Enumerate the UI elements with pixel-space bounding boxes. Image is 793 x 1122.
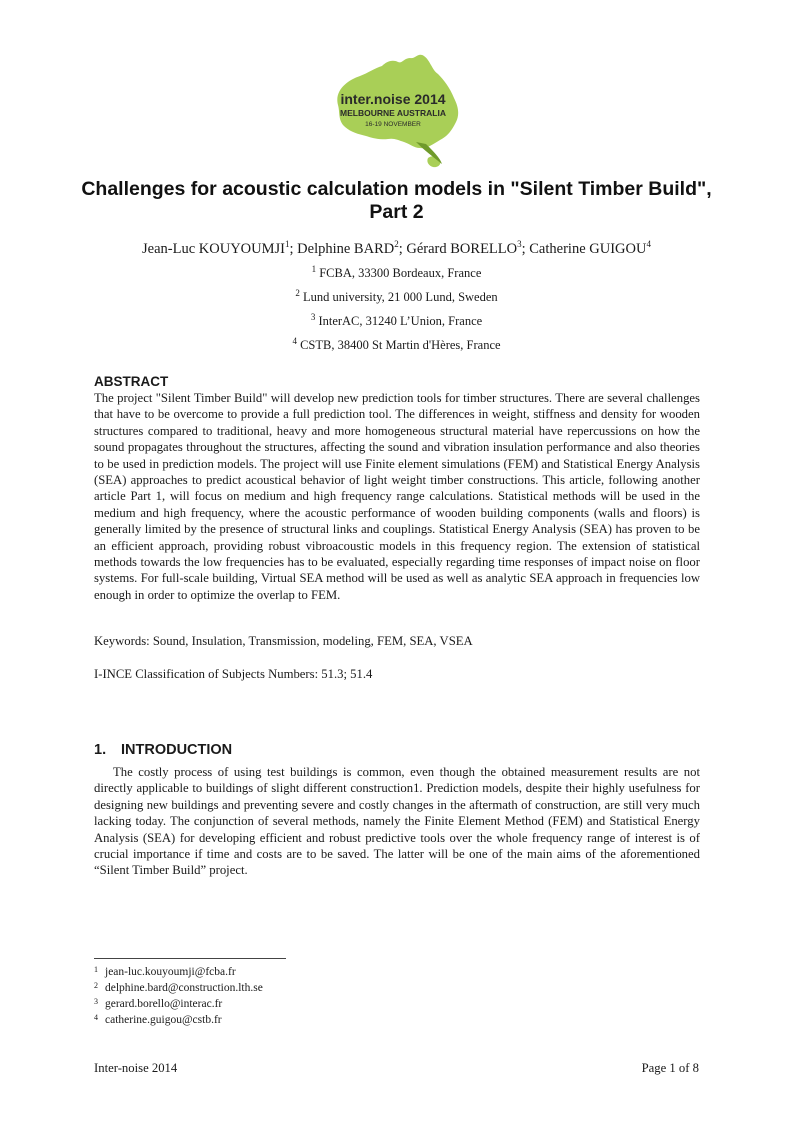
conference-logo [320, 50, 470, 178]
affiliation-mark: 1 [311, 263, 317, 274]
author-name: Catherine GUIGOU [529, 241, 647, 257]
author-separator: ; [289, 241, 298, 257]
footnote-email[interactable]: jean-luc.kouyoumji@fcba.fr [105, 966, 236, 978]
author-mark: 3 [517, 239, 522, 250]
affiliation-mark: 3 [310, 311, 316, 322]
footnote-email[interactable]: catherine.guigou@cstb.fr [105, 1014, 222, 1026]
classification-numbers: I-INCE Classification of Subjects Numbers: 51.3; 51.4 [94, 667, 373, 681]
footnote-divider [94, 958, 286, 959]
footnote-mark: 4 [94, 1013, 98, 1022]
footnote-mark: 1 [94, 965, 98, 974]
affiliation [60, 265, 733, 281]
footnote [94, 964, 263, 980]
affiliation [60, 289, 733, 305]
abstract-heading: ABSTRACT [94, 374, 169, 389]
author-list [60, 240, 733, 258]
affiliation [60, 313, 733, 329]
introduction-body: The costly process of using test buildings is common, even though the obtained measurement results are not directly applicable to buildings of slight different construction1. Prediction models, despite their highly usefulness for designing new buildings and preventing severe and costly changes in the aftermath of construction, are still very much lacking today. The conjunction of several methods, namely the Finite Element Method (FEM) and Statistical Energy Analysis (SEA) for developing efficient and robust predictive tools over the whole frequency range of interest is of crucial importance if time and costs are to be saved. The latter will be one of the main aims of the aforementioned “Silent Timber Build” project. [94, 765, 700, 878]
author-separator: ; [521, 241, 530, 257]
abstract-body: The project "Silent Timber Build" will develop new prediction tools for timber structures. There are several challenges that have to be overcome to provide a full prediction tool. The differences in weight, stiffness and density for wooden structures compared to traditional, heavy and more homogeneous structural material have repercussions on how the sound propagates throughout the structures, affecting the sound and vibration insulation performance and also theories to be used in prediction models. The project will use Finite element simulations (FEM) and Statistical Energy Analysis (SEA) approaches to predict acoustical behavior of light weight timber constructions. This article, following another article Part 1, will focus on medium and high frequency range calculations. Statistical methods will be used in the medium and high frequency, where the acoustic performance of wooden building components (walls and floors) is generally limited by the presence of structural links and couplings. Statistical Energy Analysis (SEA) has proven to be an efficient approach, providing robust vibroacoustic models in this frequency region. The extension of statistical methods towards the low frequencies has to be evaluated, especially regarding time responses of impact noise on floor systems. For full-scale building, Virtual SEA method will be used as well as analytic SEA approach in frequencies low enough in order to optimize the overlap to FEM. [94, 391, 700, 602]
affiliation-text: FCBA, 33300 Bordeaux, France [319, 266, 482, 280]
footnote-email[interactable]: delphine.bard@construction.lth.se [105, 982, 263, 994]
section-heading-introduction [94, 741, 232, 759]
footnote [94, 980, 263, 996]
footer-conference: Inter-noise 2014 [94, 1061, 178, 1075]
affiliation-mark: 2 [295, 287, 300, 298]
affiliation-text: Lund university, 21 000 Lund, Sweden [302, 290, 498, 304]
footnote-list [94, 964, 263, 1028]
paper-title [60, 178, 733, 224]
logo-location: MELBOURNE AUSTRALIA [340, 108, 446, 118]
affiliation-mark: 4 [292, 335, 297, 346]
affiliation-text: InterAC, 31240 L’Union, France [318, 314, 483, 328]
footnote-email[interactable]: gerard.borello@interac.fr [105, 998, 223, 1010]
affiliation [60, 337, 733, 353]
author-mark: 1 [285, 239, 290, 250]
footnote-mark: 3 [94, 997, 98, 1006]
footnote-mark: 2 [94, 981, 98, 990]
author-separator: ; [398, 241, 407, 257]
logo-dates: 16-19 NOVEMBER [365, 121, 421, 128]
section-number: 1. [94, 742, 107, 758]
author-name: Jean-Luc KOUYOUMJI [142, 241, 285, 257]
author-mark: 2 [394, 239, 399, 250]
footer-page-number: Page 1 of 8 [641, 1061, 699, 1075]
footnote [94, 1012, 263, 1028]
section-title: INTRODUCTION [121, 742, 233, 758]
paper-title-line-2: Part 2 [369, 201, 424, 223]
affiliation-text: CSTB, 38400 St Martin d'Hères, France [300, 338, 501, 352]
australia-map-logo [320, 50, 470, 178]
keywords: Keywords: Sound, Insulation, Transmission, modeling, FEM, SEA, VSEA [94, 634, 473, 648]
author-mark: 4 [646, 239, 651, 250]
author-name: Gérard BORELLO [406, 241, 518, 257]
author-name: Delphine BARD [297, 241, 395, 257]
footnote [94, 996, 263, 1012]
logo-title: inter.noise 2014 [340, 91, 446, 107]
paper-title-line-1: Challenges for acoustic calculation models in "Silent Timber Build", [81, 178, 712, 200]
